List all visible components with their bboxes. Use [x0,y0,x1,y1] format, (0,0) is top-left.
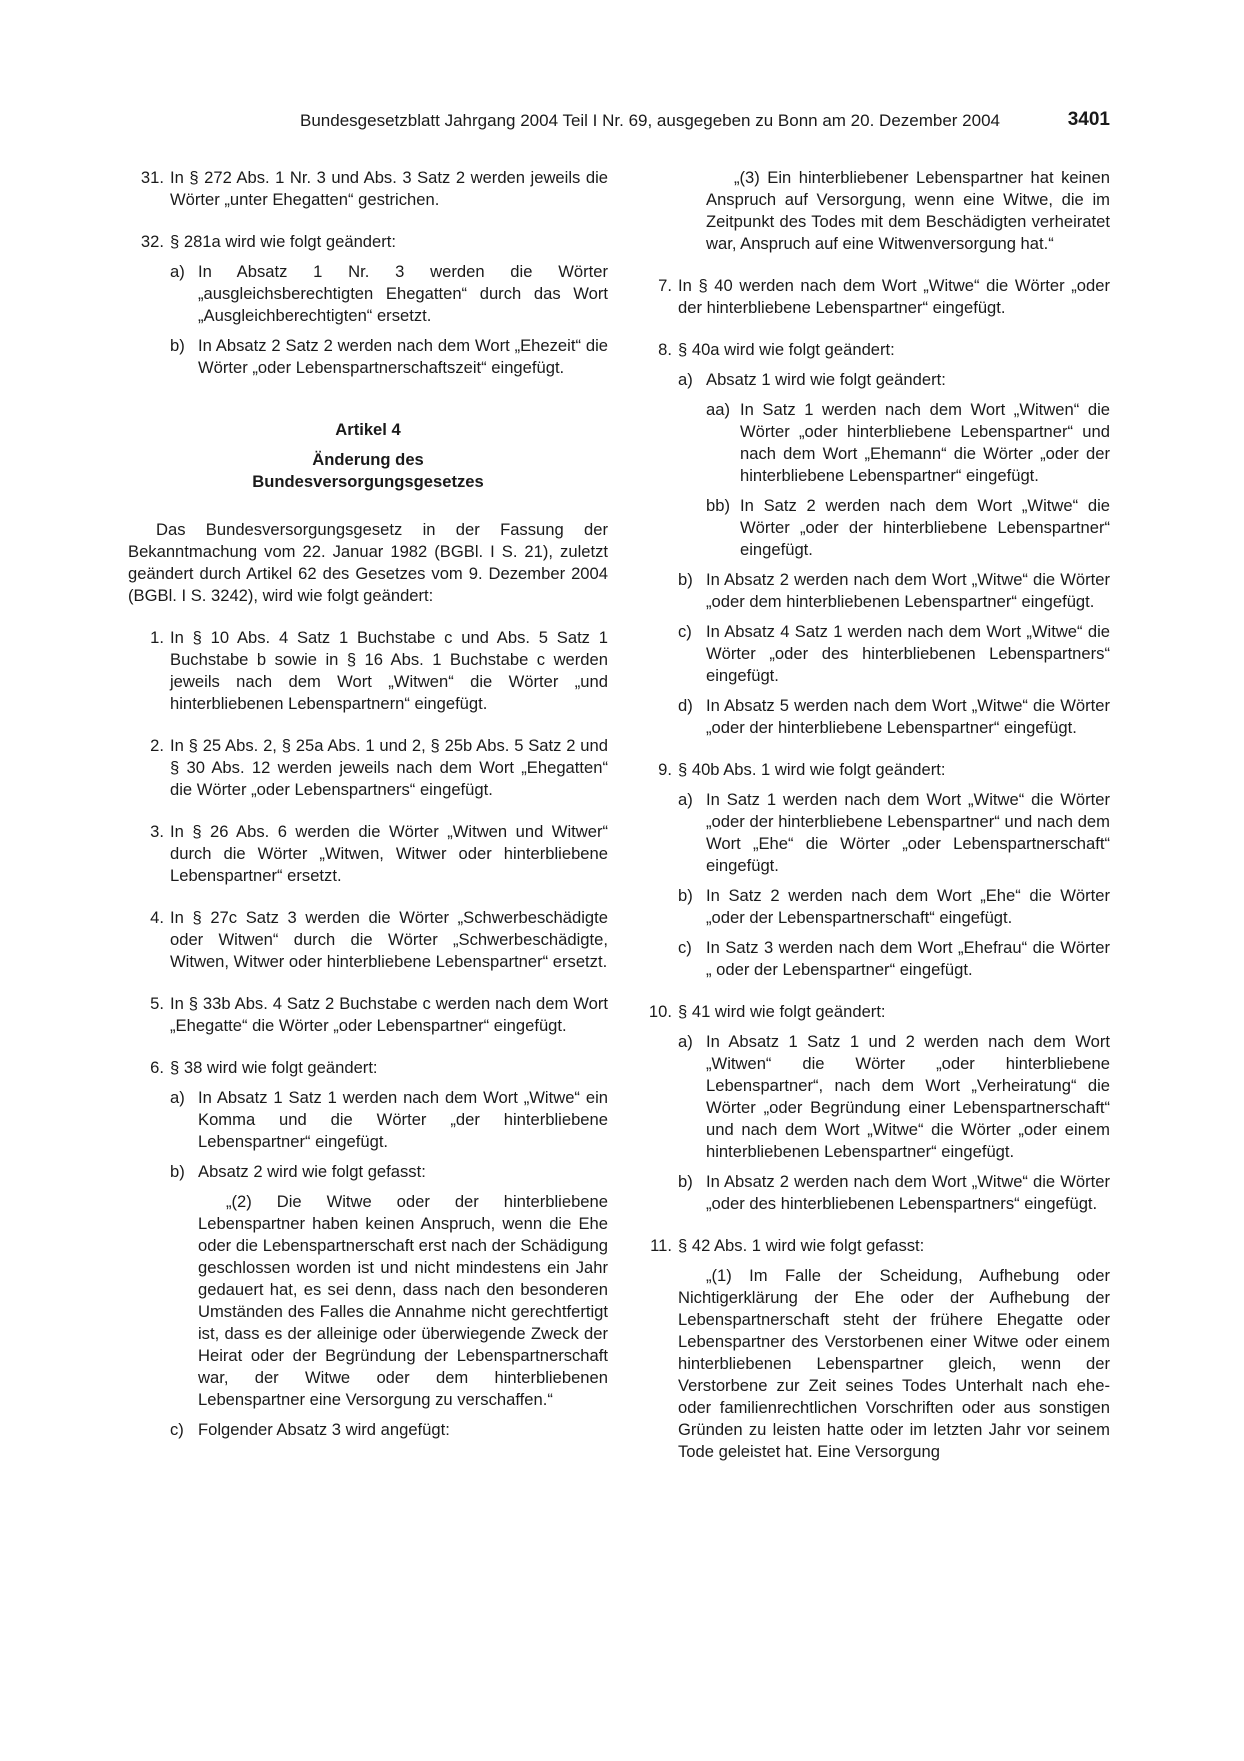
subsub-item [706,495,1110,561]
item-number: 31. [140,168,164,187]
list-item [128,993,608,1037]
list-item [128,167,608,211]
item-text: In § 33b Abs. 4 Satz 2 Buchstabe c werden nach dem Wort „Ehegatte“ die Wörter „oder Lebenspartner“ eingefügt. [170,994,608,1035]
quoted-paragraph: „(2) Die Witwe oder der hinterbliebene Lebenspartner haben keinen Anspruch, wenn die Ehe oder die Lebenspartnerschaft erst nach der Schädigung geschlossen worden ist und nicht mindestens ein Jahr gedauert hat, es sei denn, dass nach den besonderen Umständen des Falles die Annahme nicht gerechtfertigt ist, dass es der alleinige oder überwiegende Zweck der Heirat oder der Begründung der Lebenspartnerschaft war, der Witwe oder dem hinterbliebenen Lebenspartner eine Versorgung zu verschaffen.“ [198,1192,608,1409]
sub-item [170,1161,608,1411]
list-item [636,275,1110,319]
article-title: Artikel 4 [335,420,401,439]
sub-text: In Absatz 5 werden nach dem Wort „Witwe“ die Wörter „oder der hinterbliebene Lebenspartner“ eingefügt. [706,696,1110,737]
subsub-text: In Satz 2 werden nach dem Wort „Witwe“ die Wörter „oder der hinterbliebene Lebenspartner“ eingefügt. [740,496,1110,559]
left-column [128,167,608,1441]
item-text: In § 27c Satz 3 werden die Wörter „Schwerbeschädigte oder Witwen“ durch die Wörter „Schwerbeschädigte, Witwen, Witwer oder hinterbliebene Lebenspartner“ ersetzt. [170,908,608,971]
item-number: 8. [658,340,672,359]
right-column [636,167,1110,1463]
subsub-letter: bb) [706,496,730,515]
sub-item [170,1087,608,1153]
sub-text: In Absatz 1 Satz 1 und 2 werden nach dem Wort „Witwen“ die Wörter „oder hinterbliebene Lebenspartner“, nach dem Wort „Verheiratung“ die Wörter „oder Begründung einer Lebenspartnerschaft“ und nach dem Wort „Witwe“ die Wörter „oder einem hinterbliebenen Lebenspartner“ eingefügt. [706,1032,1110,1161]
preamble: Das Bundesversorgungsgesetz in der Fassung der Bekanntmachung vom 22. Januar 1982 (BGBl. I S. 21), zuletzt geändert durch Artikel 62 des Gesetzes vom 9. Dezember 2004 (BGBl. I S. 3242), wird wie folgt geändert: [128,520,608,605]
sub-item [678,1171,1110,1215]
article-subtitle: Bundesversorgungsgesetzes [252,472,484,491]
sub-text: In Satz 3 werden nach dem Wort „Ehefrau“ die Wörter „ oder der Lebenspartner“ eingefügt. [706,938,1110,979]
sub-text: In Absatz 2 Satz 2 werden nach dem Wort „Ehezeit“ die Wörter „oder Lebenspartnerschaftszeit“ eingefügt. [198,336,608,377]
item-number: 10. [648,1002,672,1021]
list-item [128,1057,608,1441]
item-number: 32. [140,232,164,251]
quoted-paragraph: „(1) Im Falle der Scheidung, Aufhebung oder Nichtigerklärung der Ehe oder der Aufhebung der Lebenspartnerschaft steht der frühere Ehegatte oder Lebenspartner des Verstorbenen einer Witwe oder einem hinterbliebenen Lebenspartner gleich, wenn der Verstorbene zur Zeit seines Todes Unterhalt nach ehe- oder familienrechtlichen Vorschriften oder aus sonstigen Gründen zu leisten hatte oder im letzten Jahr vor seinem Tode geleistet hat. Eine Versorgung [678,1266,1110,1461]
item-number: 7. [658,276,672,295]
item-text: § 40b Abs. 1 wird wie folgt geändert: [678,760,946,779]
item-number: 5. [150,994,164,1013]
sub-letter: b) [170,336,185,355]
sub-item [678,569,1110,613]
sub-text: In Absatz 2 werden nach dem Wort „Witwe“ die Wörter „oder des hinterbliebenen Lebenspartners“ eingefügt. [706,1172,1110,1213]
item-text: In § 272 Abs. 1 Nr. 3 und Abs. 3 Satz 2 werden jeweils die Wörter „unter Ehegatten“ gestrichen. [170,168,608,209]
subsub-item [706,399,1110,487]
sub-letter: b) [170,1162,185,1181]
sub-text: In Absatz 1 Nr. 3 werden die Wörter „ausgleichsberechtigten Ehegatten“ durch das Wort „Ausgleichberechtigten“ ersetzt. [198,262,608,325]
item-text: § 40a wird wie folgt geändert: [678,340,895,359]
sub-letter: a) [678,1032,693,1051]
subsub-letter: aa) [706,400,730,419]
sub-item [678,1031,1110,1163]
sub-item [170,335,608,379]
item-text: § 38 wird wie folgt geändert: [170,1058,378,1077]
sub-text: Absatz 1 wird wie folgt geändert: [706,370,946,389]
subsub-text: In Satz 1 werden nach dem Wort „Witwen“ die Wörter „oder hinterbliebene Lebenspartner“ und nach dem Wort „Ehemann“ die Wörter „oder der hinterbliebene Lebenspartner“ eingefügt. [740,400,1110,485]
sub-item [170,261,608,327]
item-text: § 42 Abs. 1 wird wie folgt gefasst: [678,1236,925,1255]
sub-item [678,369,1110,561]
page-header [128,110,1110,140]
list-item [636,759,1110,981]
list-item [128,907,608,973]
sub-letter: b) [678,570,693,589]
sub-item [678,621,1110,687]
item-number: 1. [150,628,164,647]
list-item [636,339,1110,739]
sub-letter: c) [678,938,692,957]
sub-letter: b) [678,886,693,905]
sub-letter: a) [678,370,693,389]
item-number: 9. [658,760,672,779]
sub-item [170,1419,608,1441]
sub-letter: a) [170,262,185,281]
sub-item [678,937,1110,981]
item-text: In § 40 werden nach dem Wort „Witwe“ die Wörter „oder der hinterbliebene Lebenspartner“ eingefügt. [678,276,1110,317]
sub-text: Absatz 2 wird wie folgt gefasst: [198,1162,426,1181]
item-number: 3. [150,822,164,841]
sub-letter: c) [678,622,692,641]
header-title: Bundesgesetzblatt Jahrgang 2004 Teil I Nr. 69, ausgegeben zu Bonn am 20. Dezember 2004 [300,111,1000,130]
item-text: In § 26 Abs. 6 werden die Wörter „Witwen und Witwer“ durch die Wörter „Witwen, Witwer oder hinterbliebene Lebenspartner“ ersetzt. [170,822,608,885]
quoted-paragraph: „(3) Ein hinterbliebener Lebenspartner hat keinen Anspruch auf Versorgung, wenn eine Witwe, die im Zeitpunkt des Todes mit dem Beschädigten verheiratet war, Anspruch auf eine Witwenversorgung hat.“ [706,168,1110,253]
sub-text: In Absatz 2 werden nach dem Wort „Witwe“ die Wörter „oder dem hinterbliebenen Lebenspartner“ eingefügt. [706,570,1110,611]
sub-letter: a) [170,1088,185,1107]
sub-item [678,885,1110,929]
item-text: In § 25 Abs. 2, § 25a Abs. 1 und 2, § 25b Abs. 5 Satz 2 und § 30 Abs. 12 werden jeweils nach dem Wort „Ehegatten“ die Wörter „oder Lebenspartners“ eingefügt. [170,736,608,799]
sub-item [678,789,1110,877]
sub-text: In Satz 2 werden nach dem Wort „Ehe“ die Wörter „oder der Lebenspartnerschaft“ eingefügt. [706,886,1110,927]
page-number: 3401 [1067,109,1110,130]
sub-text: In Absatz 1 Satz 1 werden nach dem Wort „Witwe“ ein Komma und die Wörter „der hinterbliebene Lebenspartner“ eingefügt. [198,1088,608,1151]
item-number: 11. [650,1236,672,1255]
list-item [636,1001,1110,1215]
sub-item [678,695,1110,739]
sub-text: In Absatz 4 Satz 1 werden nach dem Wort „Witwe“ die Wörter „oder des hinterbliebenen Lebenspartners“ eingefügt. [706,622,1110,685]
sub-letter: b) [678,1172,693,1191]
sub-letter: d) [678,696,693,715]
item-text: In § 10 Abs. 4 Satz 1 Buchstabe c und Abs. 5 Satz 1 Buchstabe b sowie in § 16 Abs. 1 Buchstabe c werden jeweils nach dem Wort „Witwen“ die Wörter „und hinterbliebenen Lebenspartnern“ eingefügt. [170,628,608,713]
item-number: 4. [150,908,164,927]
sub-letter: c) [170,1420,184,1439]
list-item [636,1235,1110,1463]
item-number: 6. [150,1058,164,1077]
item-text: § 41 wird wie folgt geändert: [678,1002,886,1021]
list-item [128,231,608,379]
item-number: 2. [150,736,164,755]
list-item [128,735,608,801]
sub-text: In Satz 1 werden nach dem Wort „Witwe“ die Wörter „oder der hinterbliebene Lebenspartner“ und nach dem Wort „Ehe“ die Wörter „oder Lebenspartnerschaft“ eingefügt. [706,790,1110,875]
sub-letter: a) [678,790,693,809]
item-text: § 281a wird wie folgt geändert: [170,232,397,251]
sub-text: Folgender Absatz 3 wird angefügt: [198,1420,450,1439]
list-item [128,627,608,715]
article-subtitle: Änderung des [312,450,424,469]
list-item [128,821,608,887]
